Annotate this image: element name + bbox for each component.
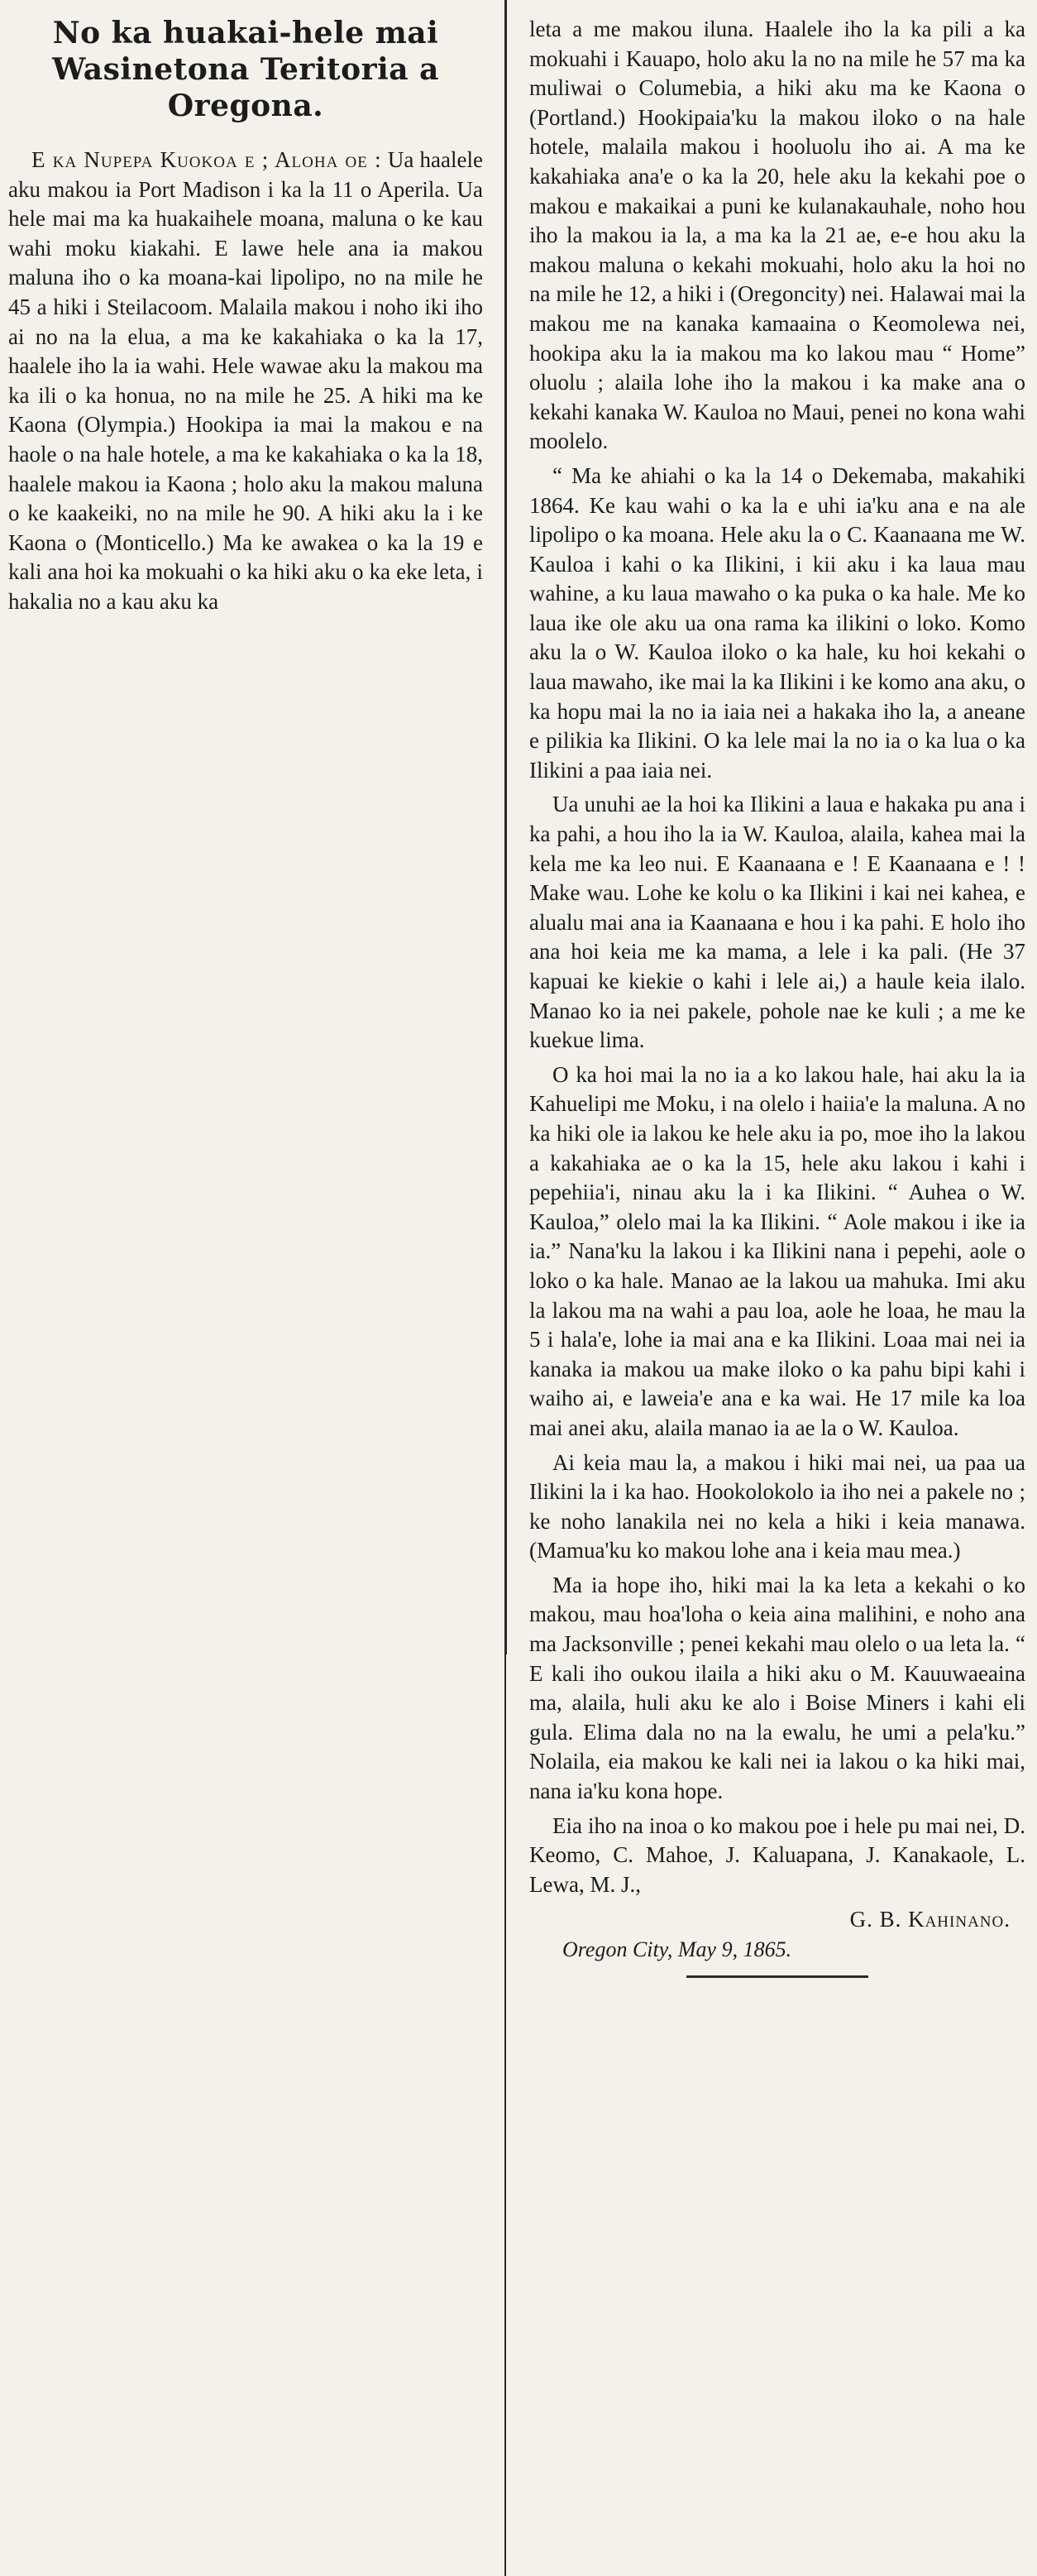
paragraph-2: “ Ma ke ahiahi o ka la 14 o Dekemaba, makahiki 1864. Ke kau wahi o ka la e uhi ia'ku ana e na ale lipolipo o ka moana. Hele aku la o C. Kaanaana me W. Kauloa i kahi o ka Ilikini, i kii aku i ka laua mau wahine, a ku laua mawaho o ka puka o ka hale. Me ko laua ike ole aku ua ona rama ka ilikini o loko. Komo aku la o W. Kauloa iloko o ka hale, ku hoi kekahi o laua mawaho, ike mai la ka Ilikini i ke komo ana aku, o ka hopu mai la no ia iaia nei a hakaka iho la, a aneane e pilikia ka Ilikini. O ka lele mai la no ia o ka lua o ka Ilikini a paa iaia nei. — [529, 462, 1025, 783]
article-headline: No ka huakai-hele mai Wasinetona Teritoria a Oregona. — [52, 16, 439, 123]
paragraph-4: O ka hoi mai la no ia a ko lakou hale, hai aku la ia Kahuelipi me Moku, i na olelo i haiia'e la maluna. A no ka hiki ole ia lakou ke hele aku ia po, moe iho la lakou a kakahiaka ae o ka la 15, hele aku lakou i kahi i pepehiia'i, ninau aku la i ka Ilikini. “ Auhea o W. Kauloa,” olelo mai la ka Ilikini. “ Aole makou i ike ia ia.” Nana'ku la lakou i ka Ilikini nana i pepehi, aole o loko o ka hale. Manao ae la lakou ua mahuka. Imi aku la lakou ma na wahi a pau loa, aole he loaa, he mau la 5 i hala'e, lohe ia mai ana e ka Ilikini. Loaa mai nei ia kanaka ia makou ua make iloko o ka pahu bipi kahi i waiho ai, e laweia'e ana e ka wai. He 17 mile ka loa mai anei aku, alaila manao ia ae la o W. Kauloa. — [529, 1061, 1025, 1440]
paragraph-5: Ai keia mau la, a makou i hiki mai nei, ua paa ua Ilikini la i ka hao. Hookolokolo ia iho nei a pakele no ; ke noho lanakila nei no kela a hiki i keia manawa. (Mamua'ku ko makou lohe ana i keia mau mea.) — [529, 1449, 1025, 1563]
paragraph-7: Eia iho na inoa o ko makou poe i hele pu mai nei, D. Keomo, C. Mahoe, J. Kaluapana, J. Kanakaole, L. Lewa, M. J., — [529, 1812, 1025, 1897]
signature: G. B. Kahinano. — [849, 1907, 1011, 1932]
left-column — [8, 15, 483, 617]
intro-text: Ua haalele aku makou ia Port Madison i ka la 11 o Aperila. Ua hele mai ma ka huakaihele moana, maluna o ke kau wahi moku kiakahi. E lawe hele ana ia makou maluna iho o ka moana-kai lipolipo, no na mile he 45 a hiki i Steilacoom. Malaila makou i noho iki iho ai no na la elua, a ma ke kakahiaka o ka la 17, haalele iho la ia wahi. Hele wawae aku la makou ma ka ili o ka honua, no na mile he 25. A hiki ma ke Kaona (Olympia.) Hookipa ia mai la makou e na haole o na hale hotele, a ma ke kakahiaka o ka la 18, haalele makou ia Kaona ; holo aku la makou maluna o ke kaakeiki, no na mile he 90. A hiki aku la i ke Kaona o (Monticello.) Ma ke awakea o ka la 19 e kali ana hoi ka mokuahi o ka hiki aku o ka eke leta, i hakalia no a kau aku ka — [8, 147, 483, 614]
right-column — [529, 15, 1025, 1978]
column-divider-lower — [504, 1654, 506, 2576]
paragraph-1: leta a me makou iluna. Haalele iho la ka pili a ka mokuahi i Kauapo, holo aku la no na mile he 57 ma ka muliwai o Columebia, a hiki aku ma ke Kaona o (Portland.) Hookipaia'ku la makou iloko o na hale hotele, malaila makou i hooluolu iho ai. A ma ke kakahiaka ana'e o ka la 20, hele aku la kekahi poe o makou e makaikai a puni ke kulanakauhale, noho hou iho la makou ia la, a ma ka la 21 ae, e-e hou aku la makou maluna o kekahi mokuahi, holo aku la hoi no na mile he 12, a hiki i (Oregoncity) nei. Halawai mai la makou me na kanaka kamaaina o Keomolewa nei, hookipa aku la ia makou ma ko lakou mau “ Home” oluolu ; alaila lohe iho la makou i ka make ana o kekahi kanaka W. Kauloa no Maui, penei no kona wahi moolelo. — [529, 17, 1025, 454]
paragraph-6: Ma ia hope iho, hiki mai la ka leta a kekahi o ko makou, mau hoa'loha o keia aina malihini, e noho ana ma Jacksonville ; penei kekahi mau olelo o ua leta la. “ E kali iho oukou ilaila a hiki aku o M. Kauuwaeaina ma, alaila, huli aku ke alo i Boise Miners i kahi eli gula. Elima dala no na la ewalu, he umi a pela'ku.” Nolaila, eia makou ke kali nei ia lakou o ka hiki mai, nana ia'ku kona hope. — [529, 1572, 1025, 1804]
dateline: Oregon City, May 9, 1865. — [562, 1937, 792, 1962]
closing-rule — [686, 1975, 868, 1978]
column-divider — [504, 0, 507, 1654]
intro-paragraph — [8, 146, 483, 617]
paragraph-3: Ua unuhi ae la hoi ka Ilikini a laua e hakaka pu ana i ka pahi, a hou iho la ia W. Kauloa, alaila, kahea mai la kela me ka leo nui. E Kaanaana e ! E Kaanaana e ! ! Make wau. Lohe ke kolu o ka Ilikini i kai nei kahea, e alualu mai ana ia Kaanaana e hou i ka pahi. E holo iho ana hoi keia me ka mama, a lele i ka pali. (He 37 kapuai ke kiekie o kahi i lele ai,) a haule keia ilalo. Manao ko ia nei pakele, pohole nae ke kuli ; a me ke kuekue lima. — [529, 792, 1025, 1053]
greeting: E ka Nupepa Kuokoa e ; Aloha oe : — [31, 147, 382, 172]
